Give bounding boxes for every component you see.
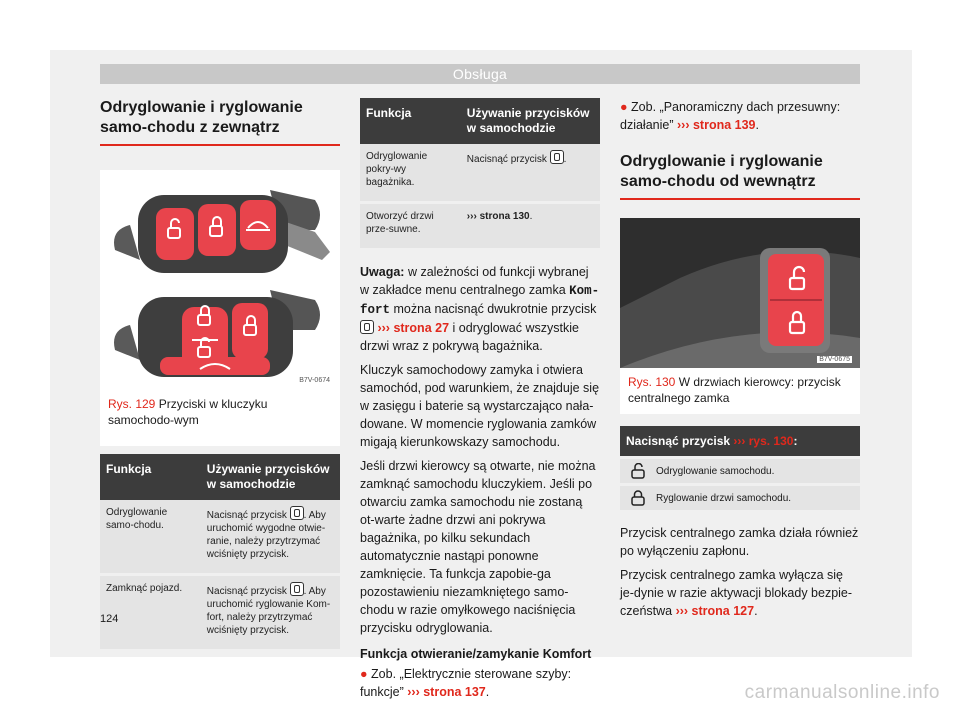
- body-paragraph: [620, 566, 860, 620]
- list-item: [620, 486, 860, 510]
- press-colon: :: [793, 434, 798, 448]
- bullet-end: .: [485, 685, 490, 699]
- cell-text: . Aby uruchomić ryglowanie Kom-fort, należy przytrzymać wciśnięty przycisk.: [206, 586, 331, 636]
- bullet-paragraph: [360, 665, 600, 701]
- press-table: [620, 426, 860, 510]
- car-key-illustration: [100, 170, 340, 390]
- page-link[interactable]: ››› strona 27: [377, 321, 450, 335]
- table-cell: [461, 203, 600, 250]
- table-header-usage: Używanie przycisków w samochodzie: [201, 454, 340, 500]
- figure-caption-text: Przyciski w kluczyku samochodo-wym: [108, 397, 268, 427]
- door-button-illustration: [620, 218, 860, 368]
- figure-caption: [108, 396, 332, 428]
- figure-code: B7V-0674: [299, 377, 330, 384]
- page-link[interactable]: ››› strona 137: [407, 685, 486, 699]
- table-cell: Zamknąć pojazd.: [100, 575, 201, 651]
- cell-text: Nacisnąć przycisk: [206, 510, 287, 521]
- table-row: [360, 203, 600, 250]
- note-text: i odryglować wszystkie drzwi wraz z pokrywą bagażnika.: [360, 321, 579, 353]
- list-item: [620, 459, 860, 483]
- cell-text: .: [529, 211, 533, 222]
- lock-icon: [620, 490, 656, 506]
- key-function-table: [100, 454, 340, 652]
- figure-code: B7V-0675: [819, 356, 850, 363]
- cell-text: Nacisnąć przycisk: [466, 154, 547, 165]
- right-column: [620, 92, 860, 620]
- table-cell: [201, 500, 340, 575]
- note-text: w zależności od funkcji wybranej w zakładce menu centralnego zamka: [360, 265, 589, 297]
- table-row: [100, 575, 340, 651]
- body-text: Przycisk centralnego zamka wyłącza się je-dynie w razie aktywacji blokady bezpie-czeństwa: [620, 568, 853, 618]
- list-item-text: Odryglowanie samochodu.: [656, 465, 775, 477]
- middle-column: [360, 92, 600, 701]
- bullet-text: Zob. „Elektrycznie sterowane szyby: funkcje”: [360, 667, 572, 699]
- note-label: Uwaga:: [360, 265, 405, 279]
- page-link[interactable]: ››› strona 130: [466, 211, 530, 222]
- trunk-function-table: [360, 98, 600, 251]
- trunk-key-icon: [550, 150, 564, 164]
- table-cell: Odryglowanie samo-chodu.: [100, 500, 201, 575]
- table-header-usage: Używanie przycisków w samochodzie: [461, 98, 600, 144]
- note-text: można nacisnąć dwukrotnie przycisk: [393, 302, 597, 316]
- section-heading-outside: Odryglowanie i ryglowanie samo-chodu z zewnątrz: [100, 99, 303, 136]
- body-paragraph: Kluczyk samochodowy zamyka i otwiera samochód, pod warunkiem, że znajduje się w zasięgu i baterie są wystarczająco nała-dowane. W momencie ryglowania zamków migają kierunkowskazy samochodu.: [360, 363, 600, 449]
- cell-text: .: [563, 154, 567, 165]
- menu-name: Kom-fort: [360, 284, 600, 317]
- bullet-paragraph: [620, 98, 860, 134]
- cell-text: . Aby uruchomić wygodne otwie-ranie, należy przytrzymać wciśnięty przycisk.: [206, 510, 326, 560]
- trunk-key-icon: [360, 320, 374, 334]
- cell-text: Nacisnąć przycisk: [206, 586, 287, 597]
- bullet-icon: ●: [620, 100, 628, 114]
- watermark: carmanualsonline.info: [744, 682, 940, 703]
- unlock-key-icon: [290, 506, 304, 520]
- left-column: [100, 92, 340, 652]
- figure-ref: Rys. 129: [108, 397, 156, 411]
- note-paragraph: [360, 263, 600, 355]
- table-cell: Otworzyć drzwi prze-suwne.: [360, 203, 461, 250]
- figure-caption-text: W drzwiach kierowcy: przycisk centralnego zamka: [628, 375, 841, 405]
- table-cell: [201, 575, 340, 651]
- lock-key-icon: [290, 582, 304, 596]
- body-paragraph: Przycisk centralnego zamka działa również po wyłączeniu zapłonu.: [620, 526, 859, 558]
- page-number: 124: [100, 613, 119, 625]
- heading-rule: [620, 198, 860, 200]
- figure-key-buttons: [100, 170, 340, 446]
- bullet-icon: ●: [360, 667, 368, 681]
- list-item-text: Ryglowanie drzwi samochodu.: [656, 492, 792, 504]
- heading-rule: [100, 144, 340, 146]
- table-cell: [461, 144, 600, 203]
- bullet-end: .: [755, 118, 759, 132]
- figure-link[interactable]: ››› rys. 130: [733, 434, 794, 448]
- table-row: [360, 144, 600, 203]
- figure-door-button: [620, 218, 860, 414]
- figure-caption: [628, 374, 852, 406]
- table-header-function: Funkcja: [100, 454, 201, 500]
- section-heading-inside: Odryglowanie i ryglowanie samo-chodu od wewnątrz: [620, 153, 823, 190]
- table-header-function: Funkcja: [360, 98, 461, 144]
- page-link[interactable]: ››› strona 127: [675, 604, 755, 618]
- section-header: Obsługa: [100, 64, 860, 84]
- press-title: Nacisnąć przycisk: [626, 434, 731, 448]
- subheading: Funkcja otwieranie/zamykanie Komfort: [360, 647, 592, 661]
- body-end: .: [754, 604, 758, 618]
- unlock-icon: [620, 463, 656, 479]
- table-row: [100, 500, 340, 575]
- body-paragraph: Jeśli drzwi kierowcy są otwarte, nie można zamknąć samochodu kluczykiem. Jeśli po otwarciu zamka samochodu nie zostaną ot-warte żadne drzwi ani pokrywa bagażnika, po kilku sekundach automatycznie nastąpi ponowne zamknięcie. Ta funkcja zapobie-ga pozostawieniu niezamkniętego samo-chodu w razie omyłkowego naciśnięcia przycisku odryglowania.: [360, 459, 596, 635]
- bullet-text: Zob. „Panoramiczny dach przesuwny: działanie”: [620, 100, 841, 132]
- press-table-header: [620, 426, 860, 456]
- figure-ref: Rys. 130: [628, 375, 676, 389]
- table-cell: Odryglowanie pokry-wy bagażnika.: [360, 144, 461, 203]
- page-link[interactable]: ››› strona 139: [677, 118, 756, 132]
